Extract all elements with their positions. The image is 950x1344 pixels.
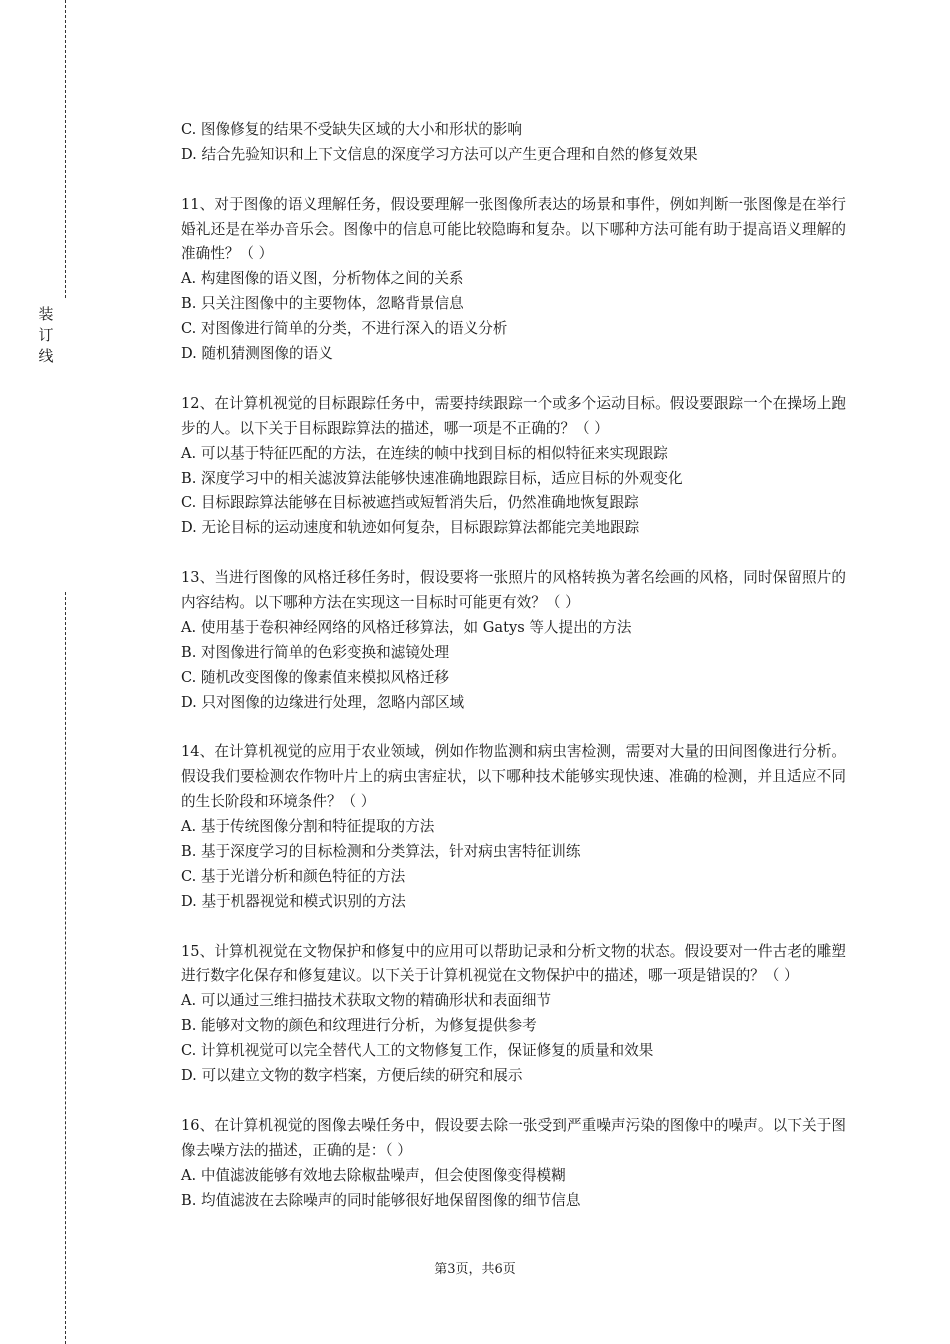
- option-d: D. 可以建立文物的数字档案，方便后续的研究和展示: [181, 1067, 523, 1085]
- question-12: [181, 392, 846, 541]
- option-a: A. 可以通过三维扫描技术获取文物的精确形状和表面细节: [181, 992, 552, 1010]
- option-d: D. 基于机器视觉和模式识别的方法: [181, 892, 406, 910]
- option-c: C. 目标跟踪算法能够在目标被遮挡或短暂消失后，仍然准确地恢复跟踪: [181, 494, 639, 512]
- option-d: D. 结合先验知识和上下文信息的深度学习方法可以产生更合理和自然的修复效果: [181, 145, 698, 163]
- option-c: C. 随机改变图像的像素值来模拟风格迁移: [181, 668, 450, 686]
- option-b: B. 基于深度学习的目标检测和分类算法，针对病虫害特征训练: [181, 842, 581, 860]
- question-15: [181, 940, 846, 1089]
- option-c: C. 对图像进行简单的分类，不进行深入的语义分析: [181, 320, 508, 338]
- option-b: B. 均值滤波在去除噪声的同时能够很好地保留图像的细节信息: [181, 1191, 581, 1209]
- option-b: B. 深度学习中的相关滤波算法能够快速准确地跟踪目标，适应目标的外观变化: [181, 469, 683, 487]
- option-a: A. 中值滤波能够有效地去除椒盐噪声，但会使图像变得模糊: [181, 1166, 566, 1184]
- option-c: C. 计算机视觉可以完全替代人工的文物修复工作，保证修复的质量和效果: [181, 1042, 654, 1060]
- option-b: B. 对图像进行简单的色彩变换和滤镜处理: [181, 643, 450, 661]
- option-b: B. 能够对文物的颜色和纹理进行分析，为修复提供参考: [181, 1017, 537, 1035]
- option-d: D. 无论目标的运动速度和轨迹如何复杂，目标跟踪算法都能完美地跟踪: [181, 519, 640, 537]
- question-14: [181, 740, 846, 914]
- question-11: [181, 193, 846, 367]
- option-a: A. 基于传统图像分割和特征提取的方法: [181, 818, 435, 836]
- binding-line-label: 装订线: [38, 305, 54, 365]
- binding-dashed-line-bottom: [65, 592, 66, 1344]
- option-d: D. 随机猜测图像的语义: [181, 345, 333, 363]
- option-a: A. 使用基于卷积神经网络的风格迁移算法，如 Gatys 等人提出的方法: [181, 618, 632, 636]
- option-d: D. 只对图像的边缘进行处理，忽略内部区域: [181, 693, 465, 711]
- question-stem: 12、在计算机视觉的目标跟踪任务中，需要持续跟踪一个或多个运动目标。假设要跟踪一个在操场上跑步的人。以下关于目标跟踪算法的描述，哪一项是不正确的？（ ）: [181, 394, 846, 437]
- exam-content: [181, 118, 846, 1213]
- option-a: A. 可以基于特征匹配的方法，在连续的帧中找到目标的相似特征来实现跟踪: [181, 444, 668, 462]
- question-13: [181, 566, 846, 715]
- question-stem: 16、在计算机视觉的图像去噪任务中，假设要去除一张受到严重噪声污染的图像中的噪声。以下关于图像去噪方法的描述，正确的是：（ ）: [181, 1116, 846, 1159]
- question-stem: 11、对于图像的语义理解任务，假设要理解一张图像所表达的场景和事件，例如判断一张图像是在举行婚礼还是在举办音乐会。图像中的信息可能比较隐晦和复杂。以下哪种方法可能有助于提高语义理解的准确性？（ ）: [181, 195, 846, 263]
- option-a: A. 构建图像的语义图，分析物体之间的关系: [181, 270, 464, 288]
- question-16: [181, 1114, 846, 1214]
- question-stem: 14、在计算机视觉的应用于农业领域，例如作物监测和病虫害检测，需要对大量的田间图像进行分析。假设我们要检测农作物叶片上的病虫害症状，以下哪种技术能够实现快速、准确的检测，并且适应不同的生长阶段和环境条件？（ ）: [181, 743, 846, 811]
- page-number: 第3页，共6页: [434, 1262, 516, 1277]
- question-stem: 13、当进行图像的风格迁移任务时，假设要将一张照片的风格转换为著名绘画的风格，同时保留照片的内容结构。以下哪种方法在实现这一目标时可能更有效？（ ）: [181, 569, 846, 612]
- option-b: B. 只关注图像中的主要物体，忽略背景信息: [181, 295, 464, 313]
- question-stem: 15、计算机视觉在文物保护和修复中的应用可以帮助记录和分析文物的状态。假设要对一件古老的雕塑进行数字化保存和修复建议。以下关于计算机视觉在文物保护中的描述，哪一项是错误的？（ ）: [181, 942, 846, 985]
- binding-dashed-line-top: [65, 0, 66, 298]
- option-c: C. 基于光谱分析和颜色特征的方法: [181, 867, 406, 885]
- option-c: C. 图像修复的结果不受缺失区域的大小和形状的影响: [181, 121, 522, 138]
